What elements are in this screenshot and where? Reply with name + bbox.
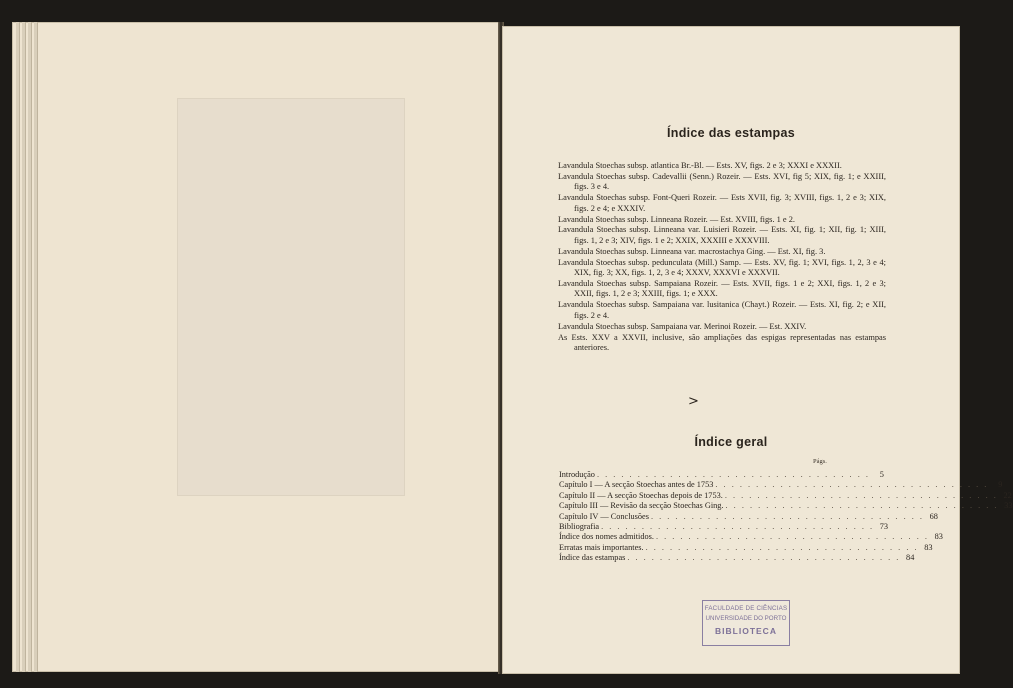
- toc-entry: [559, 511, 938, 522]
- stamp-line-3: BIBLIOTECA: [715, 626, 777, 636]
- estampa-entry: Lavandula Stoechas subsp. Sampaiana var. Merinoi Rozeir. — Est. XXIV.: [558, 321, 807, 331]
- toc-entry: [559, 542, 933, 553]
- toc-entry: [559, 522, 889, 532]
- estampa-entry: Lavandula Stoechas subsp. Sampaiana Rozeir. — Ests. XVII, figs. 1 e 2; XXI, figs. 1, 2 e 3; XXII, figs. 1, 2 e 3; XXIII, figs. 1; e XXX.: [558, 278, 886, 299]
- toc-entry: [559, 532, 943, 542]
- stamp-line-2: UNIVERSIDADE DO PORTO: [705, 615, 787, 622]
- toc-dot-leader: . . . . . . . . . . . . . . . . . . . . . . . . . . . . . . . . . .: [655, 532, 929, 542]
- toc-entry-title: Índice das estampas: [559, 553, 626, 563]
- estampa-entry: Lavandula Stoechas subsp. Sampaiana var. lusitanica (Chayt.) Rozeir. — Ests. XI, fig. 2; e XII, figs. 2 e 4.: [558, 300, 886, 320]
- toc-dot-leader: . . . . . . . . . . . . . . . . . . . . . . . . . . . . . . . . . .: [715, 480, 989, 490]
- blank-plate-area: [177, 98, 405, 496]
- arrow-mark: >: [688, 394, 699, 409]
- toc-entry: [559, 490, 1012, 501]
- library-stamp: [702, 600, 790, 646]
- toc-entry-page: 33: [1004, 501, 1013, 511]
- pages-column-label: Págs.: [813, 458, 827, 465]
- table-of-contents: [559, 470, 1013, 564]
- estampa-entry: Lavandula Stoechas subsp. Cadevallii (Senn.) Rozeir. — Ests. XVI, fig 5; XIX, fig. 1; e XXIII, figs. 3 e 4.: [558, 171, 886, 192]
- stamp-line-1: FACULDADE DE CIÊNCIAS: [704, 605, 788, 612]
- toc-dot-leader: . . . . . . . . . . . . . . . . . . . . . . . . . . . . . . . . . .: [724, 490, 998, 500]
- right-page: [502, 26, 1013, 674]
- estampa-entry: As Ests. XXV a XXVII, inclusive, são ampliações das espigas representadas nas estampas anteriores.: [558, 332, 886, 352]
- toc-entry: [559, 470, 884, 480]
- estampa-entry: Lavandula Stoechas subsp. Linneana var. macrostachya Ging. — Est. XI, fig. 3.: [558, 246, 826, 256]
- estampa-entry: Lavandula Stoechas subsp. Linneana var. Luisieri Rozeir. — Ests. XI, fig. 1; XII, fig. 1; XIII, figs. 1, 2 e 3; XIV, figs. 1 e 2; XXIX, XXXIII e XXXVIII.: [558, 225, 886, 245]
- toc-entry: [559, 553, 915, 563]
- toc-entry-title: Capítulo II — A secção Stoechas depois de 1753.: [559, 490, 723, 500]
- toc-entry-title: Erratas mais importantes.: [559, 542, 644, 552]
- estampas-title: Índice das estampas: [667, 126, 795, 140]
- toc-entry-page: 9: [998, 480, 1003, 490]
- estampa-entry: Lavandula Stoechas subsp. Linneana Rozeir. — Est. XVIII, figs. 1 e 2.: [558, 214, 796, 224]
- page-edge: [28, 22, 32, 672]
- toc-dot-leader: . . . . . . . . . . . . . . . . . . . . . . . . . . . . . . . . . .: [725, 501, 999, 511]
- page-edge: [22, 22, 26, 672]
- estampa-entry: Lavandula Stoechas subsp. pedunculata (Mill.) Samp. — Ests. XV, fig. 1; XVI, figs. 1, 2, 3 e 4; XIX, fig. 3; XX, figs. 1, 2, 3 e 4; XXXV, XXXVI e XXXVII.: [558, 257, 886, 278]
- page-edge: [34, 22, 38, 672]
- toc-entry-page: 83: [924, 542, 933, 552]
- toc-entry-title: Bibliografia: [559, 522, 600, 532]
- toc-dot-leader: . . . . . . . . . . . . . . . . . . . . . . . . . . . . . . . . . .: [601, 522, 875, 532]
- toc-dot-leader: . . . . . . . . . . . . . . . . . . . . . . . . . . . . . . . . . .: [627, 553, 901, 563]
- toc-dot-leader: . . . . . . . . . . . . . . . . . . . . . . . . . . . . . . . . . .: [650, 511, 924, 521]
- estampas-list: [558, 161, 886, 354]
- toc-entry-title: Índice dos nomes admitidos.: [559, 532, 654, 542]
- estampa-entry: Lavandula Stoechas subsp. Font-Queri Rozeir. — Ests XVII, fig. 3; XVIII, figs. 1, 2 e 3; XIX, figs. 2 e 4; e XXXIV.: [558, 193, 886, 213]
- toc-dot-leader: . . . . . . . . . . . . . . . . . . . . . . . . . . . . . . . . . .: [596, 470, 870, 479]
- toc-dot-leader: . . . . . . . . . . . . . . . . . . . . . . . . . . . . . . . . . .: [645, 542, 919, 552]
- page-edge: [16, 22, 20, 672]
- toc-entry-page: 22: [1003, 490, 1012, 500]
- toc-entry-title: Capítulo I — A secção Stoechas antes de 1753: [559, 480, 714, 490]
- left-page: [12, 22, 499, 672]
- toc-entry-title: Capítulo IV — Conclusões: [559, 511, 649, 521]
- toc-entry-page: 5: [879, 470, 884, 479]
- toc-entry-page: 83: [934, 532, 943, 542]
- toc-entry-title: Introdução: [559, 470, 595, 479]
- toc-entry-title: Capítulo III — Revisão da secção Stoechas Ging.: [559, 501, 724, 511]
- toc-entry: [559, 480, 1003, 490]
- toc-entry: [559, 501, 1013, 511]
- toc-entry-page: 84: [906, 553, 915, 563]
- toc-entry-page: 68: [929, 511, 938, 521]
- toc-entry-page: 73: [879, 522, 889, 532]
- geral-title: Índice geral: [694, 435, 768, 449]
- estampa-entry: Lavandula Stoechas subsp. atlantica Br.-Bl. — Ests. XV, figs. 2 e 3; XXXI e XXXII.: [558, 161, 842, 170]
